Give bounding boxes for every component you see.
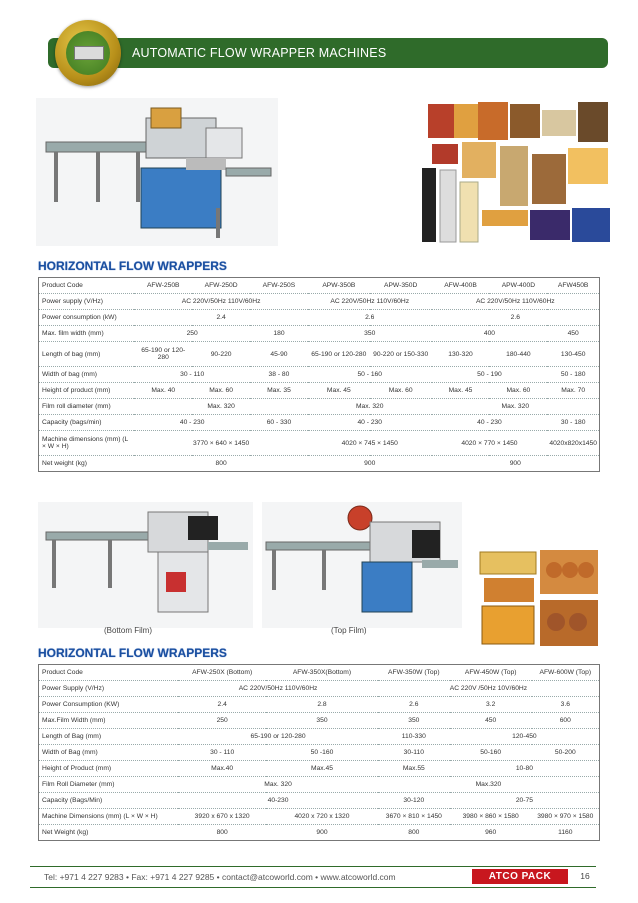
cell-value: Max. 320 (432, 399, 600, 415)
cell-value: 450 (450, 713, 532, 729)
row-label: Length of bag (mm) (39, 342, 135, 367)
spec-table-2 (38, 664, 600, 841)
cell-value: Max.55 (378, 761, 450, 777)
wrapped-bakery-products-image (478, 548, 600, 648)
table-row (39, 697, 600, 713)
cell-value: Max. 320 (308, 399, 432, 415)
table-row (39, 415, 600, 431)
cell-value: 50-160 (450, 745, 532, 761)
cell-value: 30-120 (378, 793, 450, 809)
wrapped-products-image (418, 98, 612, 246)
cell-value: AC 220V/50Hz 110V/60Hz (432, 294, 600, 310)
row-label: Power Supply (V/Hz) (39, 681, 179, 697)
row-label: Film roll diameter (mm) (39, 399, 135, 415)
header-label: Product Code (39, 278, 135, 294)
cell-value: 50 - 160 (308, 367, 432, 383)
row-label: Height of Product (mm) (39, 761, 179, 777)
footer-contact: Tel: +971 4 227 9283 • Fax: +971 4 227 9285 • contact@atcoworld.com • www.atcoworld.com (44, 872, 396, 882)
table-row (39, 793, 600, 809)
header-model: AFW-350X(Bottom) (266, 665, 378, 681)
header-model: APW-350D (370, 278, 432, 294)
header-model: AFW-250X (Bottom) (178, 665, 266, 681)
cell-value: 45-90 (250, 342, 308, 367)
table-row (39, 761, 600, 777)
cell-value: 900 (266, 825, 378, 841)
header-model: AFW-600W (Top) (532, 665, 600, 681)
table-row (39, 383, 600, 399)
cell-value: 65-190 or 120-280 (178, 729, 378, 745)
cell-value: 10-80 (450, 761, 600, 777)
row-label: Height of product (mm) (39, 383, 135, 399)
cell-value: 90-220 (192, 342, 250, 367)
cell-value: 38 - 80 (250, 367, 308, 383)
cell-value: 960 (450, 825, 532, 841)
cell-value: 30-110 (378, 745, 450, 761)
cell-value: Max.45 (266, 761, 378, 777)
cell-value: 250 (178, 713, 266, 729)
cell-value: Max.320 (378, 777, 600, 793)
cell-value: 3920 x 670 x 1320 (178, 809, 266, 825)
cell-value: Max. 320 (134, 399, 308, 415)
row-label: Machine dimensions (mm) (L × W × H) (39, 431, 135, 456)
row-label: Width of Bag (mm) (39, 745, 179, 761)
header-model: APW-400D (489, 278, 547, 294)
header-model: AFW-250S (250, 278, 308, 294)
cell-value: 2.6 (308, 310, 432, 326)
row-label: Max.Film Width (mm) (39, 713, 179, 729)
cell-value: 3.2 (450, 697, 532, 713)
cell-value: AC 220V/50Hz 110V/60Hz (178, 681, 378, 697)
row-label: Power consumption (kW) (39, 310, 135, 326)
table-row (39, 713, 600, 729)
row-label: Net weight (kg) (39, 456, 135, 472)
cell-value: 2.4 (178, 697, 266, 713)
cell-value: 4020 × 770 × 1450 (432, 431, 548, 456)
cell-value: Max. 45 (308, 383, 370, 399)
table-row (39, 681, 600, 697)
section-title-1: HORIZONTAL FLOW WRAPPERS (38, 259, 227, 273)
cell-value: 3980 × 860 × 1580 (450, 809, 532, 825)
cell-value: Max. 60 (370, 383, 432, 399)
header-model: AFW-450W (Top) (450, 665, 532, 681)
table-header-row (39, 278, 600, 294)
row-label: Machine Dimensions (mm) (L × W × H) (39, 809, 179, 825)
cell-value: 2.8 (266, 697, 378, 713)
cell-value: 60 - 330 (250, 415, 308, 431)
cell-value: 50 -160 (266, 745, 378, 761)
cell-value: 900 (432, 456, 600, 472)
cell-value: 800 (378, 825, 450, 841)
cell-value: 30 - 180 (547, 415, 599, 431)
caption-bottom-film: (Bottom Film) (104, 626, 152, 635)
cell-value: Max. 70 (547, 383, 599, 399)
cell-value: 800 (134, 456, 308, 472)
page-number: 16 (580, 871, 590, 881)
cell-value: 2.4 (134, 310, 308, 326)
cell-value: Max. 60 (489, 383, 547, 399)
table-row (39, 777, 600, 793)
header-model: AFW-400B (432, 278, 490, 294)
header-model: AFW-250B (134, 278, 192, 294)
cell-value: 4020 × 745 × 1450 (308, 431, 432, 456)
header-model: APW-350B (308, 278, 370, 294)
cell-value: 900 (308, 456, 432, 472)
table-row (39, 342, 600, 367)
table-row (39, 326, 600, 342)
row-label: Length of Bag (mm) (39, 729, 179, 745)
cell-value: 120-450 (450, 729, 600, 745)
table-row (39, 745, 600, 761)
header-model: AFW450B (547, 278, 599, 294)
cell-value: 130-450 (547, 342, 599, 367)
table-row (39, 367, 600, 383)
caption-top-film: (Top Film) (331, 626, 367, 635)
page-title: AUTOMATIC FLOW WRAPPER MACHINES (132, 46, 387, 60)
cell-value: 30 - 110 (134, 367, 250, 383)
cell-value: Max. 40 (134, 383, 192, 399)
cell-value: 350 (266, 713, 378, 729)
cell-value: 350 (308, 326, 432, 342)
cell-value: Max. 60 (192, 383, 250, 399)
cell-value: 130-320 (432, 342, 490, 367)
cell-value: 40 - 230 (308, 415, 432, 431)
row-label: Width of bag (mm) (39, 367, 135, 383)
cell-value: 350 (378, 713, 450, 729)
cell-value: Max.40 (178, 761, 266, 777)
table-row (39, 456, 600, 472)
row-label: Film Roll Diameter (mm) (39, 777, 179, 793)
cell-value: 3770 × 640 × 1450 (134, 431, 308, 456)
table-row (39, 431, 600, 456)
cell-value: 3980 × 970 × 1580 (532, 809, 600, 825)
row-label: Net Weight (kg) (39, 825, 179, 841)
header-label: Product Code (39, 665, 179, 681)
cell-value: 110-330 (378, 729, 450, 745)
cell-value: 4020 x 720 x 1320 (266, 809, 378, 825)
table-row (39, 399, 600, 415)
row-label: Capacity (bags/min) (39, 415, 135, 431)
cell-value: 600 (532, 713, 600, 729)
spec-table-1 (38, 277, 600, 472)
cell-value: AC 220V /50Hz 10V/60Hz (378, 681, 600, 697)
cell-value: 250 (134, 326, 250, 342)
cell-value: 1160 (532, 825, 600, 841)
cell-value: 3670 × 810 × 1450 (378, 809, 450, 825)
table-row (39, 825, 600, 841)
table-row (39, 310, 600, 326)
cell-value: Max. 45 (432, 383, 490, 399)
table-row (39, 809, 600, 825)
cell-value: AC 220V/50Hz 110V/60Hz (308, 294, 432, 310)
flow-wrapper-machine-image (36, 98, 278, 246)
cell-value: 40-230 (178, 793, 378, 809)
cell-value: Max. 35 (250, 383, 308, 399)
header-model: AFW-250D (192, 278, 250, 294)
machine-badge-icon (55, 20, 121, 86)
cell-value: 4020x820x1450 (547, 431, 599, 456)
cell-value: 65-190 or 120-280 (134, 342, 192, 367)
bottom-film-machine-image (38, 502, 253, 628)
cell-value: 50-200 (532, 745, 600, 761)
cell-value: 800 (178, 825, 266, 841)
cell-value: AC 220V/50Hz 110V/60Hz (134, 294, 308, 310)
cell-value: 50 - 190 (432, 367, 548, 383)
cell-value: 40 - 230 (134, 415, 250, 431)
row-label: Max. film width (mm) (39, 326, 135, 342)
cell-value: 2.6 (378, 697, 450, 713)
row-label: Power supply (V/Hz) (39, 294, 135, 310)
table-header-row (39, 665, 600, 681)
header-model: AFW-350W (Top) (378, 665, 450, 681)
table-row (39, 729, 600, 745)
cell-value: 3.6 (532, 697, 600, 713)
top-film-machine-image (262, 502, 462, 628)
cell-value: 450 (547, 326, 599, 342)
cell-value: 90-220 or 150-330 (370, 342, 432, 367)
atco-pack-logo: ATCO PACK (472, 869, 568, 884)
row-label: Capacity (Bags/Min) (39, 793, 179, 809)
cell-value: 180 (250, 326, 308, 342)
header-banner (48, 38, 608, 68)
cell-value: 2.6 (432, 310, 600, 326)
cell-value: 50 - 180 (547, 367, 599, 383)
row-label: Power Consumption (KW) (39, 697, 179, 713)
section-title-2: HORIZONTAL FLOW WRAPPERS (38, 646, 227, 660)
table-row (39, 294, 600, 310)
cell-value: 20-75 (450, 793, 600, 809)
cell-value: Max. 320 (178, 777, 378, 793)
cell-value: 180-440 (489, 342, 547, 367)
cell-value: 40 - 230 (432, 415, 548, 431)
cell-value: 65-190 or 120-280 (308, 342, 370, 367)
cell-value: 400 (432, 326, 548, 342)
cell-value: 30 - 110 (178, 745, 266, 761)
